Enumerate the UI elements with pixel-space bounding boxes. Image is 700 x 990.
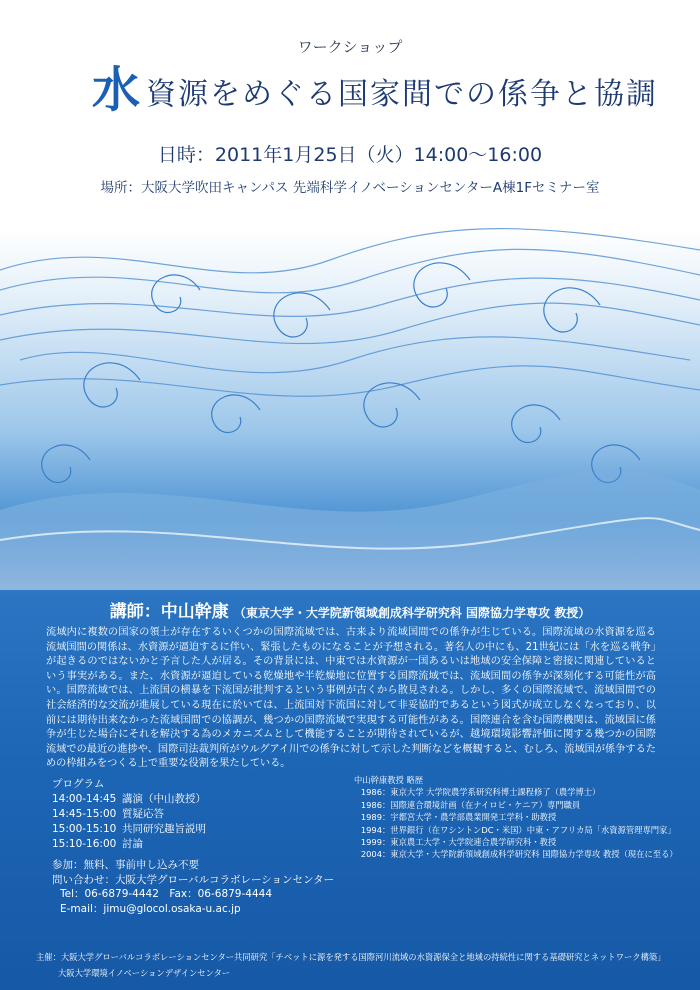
lecturer-name: 講師：中山幹康 — [109, 602, 229, 622]
career-year: 1999 — [360, 837, 382, 848]
program-item — [52, 807, 332, 822]
email-link[interactable]: E-mail：jimu@glocol.osaka-u.ac.jp — [60, 902, 241, 915]
event-date: 日時：2011年1月25日（火）14:00～16:00 — [157, 144, 543, 166]
career-section — [354, 774, 684, 861]
contact-section — [52, 858, 352, 916]
abstract-text: 流域内に複数の国家の領土が存在するいくつかの国際流域では、古来より流域国間での係争が生じている。国際流域の水資源を巡る流域国間の関係は、水資源が逼迫するに伴い、緊張したものになることが予想される。著名人の中にも、21世紀には「水を巡る戦争」が起きるのではないかと予言した人が居る。その背景には、中東では水資源が一国あるいは地域の安全保障と密接に関連しているという事実がある。また、水資源が逼迫している乾燥地や半乾燥地に位置する国際流域では、流域国間の係争が深刻化する可能性が高い。国際流域では、上流国の横暴を下流国が批判するという事例が古くから散見される。しかし、多くの国際流域で、流域国間での社会経済的な交流が進展している現在に於いては、上流国対下流国に対して非妥協的であるという図式が成立しなくなっており、以前には期待出来なかった流域国間での協調が、幾つかの国際流域で実現する可能性がある。国際連合を含む国際機関は、流域国に係争が生じた場合にそれを解決する為のメカニズムとして機能することが期待されているが、越境環境影響評価に関する幾つかの国際流域での最近の進捗や、国際司法裁判所がウルグアイ川での係争に対して示した判断などを概観すると、むしろ、流域国が係争するための枠組みをつくる上で重要な役割を果たしている。 — [46, 627, 656, 770]
career-text: ：東京大学・大学院新領域創成科学研究科 国際協力学専攻 教授（現在に至る） — [382, 849, 678, 860]
wave-illustration — [0, 210, 700, 590]
program-time: 15:00-15:10 — [52, 823, 117, 835]
career-year: 1986 — [360, 787, 382, 798]
career-year: 2004 — [360, 849, 382, 860]
organizer-footer — [36, 949, 686, 981]
main-title — [92, 54, 659, 118]
career-item — [354, 836, 684, 848]
program-time: 14:45-15:00 — [52, 808, 117, 820]
career-text: ：東京農工大学・大学院連合農学研究科・教授 — [382, 837, 557, 848]
title-text: 資源をめぐる国家間での係争と協調 — [146, 77, 659, 112]
program-label: 講演（中山教授） — [122, 793, 206, 805]
wave-spirals — [42, 263, 640, 483]
career-text: ：世界銀行（在ワシントンDC・米国）中東・アフリカ局「水資源管理専門家」 — [382, 824, 676, 835]
career-text: ：東京大学 大学院農学系研究科博士課程修了（農学博士） — [382, 787, 601, 798]
career-text: ：宇都宮大学・農学部農業開発工学科・助教授 — [382, 812, 557, 823]
career-item — [354, 848, 684, 860]
event-venue: 場所：大阪大学吹田キャンパス 先端科学イノベーションセンターA棟1Fセミナー室 — [100, 180, 600, 196]
program-time: 14:00-14:45 — [52, 793, 117, 805]
program-label: 討論 — [122, 838, 143, 850]
lecturer-affiliation: （東京大学・大学院新領域創成科学研究科 国際協力学専攻 教授） — [233, 606, 591, 620]
career-text: ：国際連合環境計画（在ナイロビ・ケニア）専門職員 — [382, 799, 581, 810]
career-item — [354, 824, 684, 836]
program-heading: プログラム — [52, 778, 105, 790]
co-organizer-line: 大阪大学環境イノベーションデザインセンター — [58, 968, 231, 978]
career-item — [354, 799, 684, 811]
lecturer-line — [0, 597, 700, 622]
career-item — [354, 811, 684, 823]
phone-fax: Tel：06-6879-4442 Fax：06-6879-4444 — [60, 888, 272, 900]
program-item — [52, 822, 332, 837]
inquiry-info: 問い合わせ：大阪大学グローバルコラボレーションセンター — [52, 873, 335, 886]
career-year: 1994 — [360, 824, 382, 835]
career-year: 1986 — [360, 799, 382, 810]
program-label: 質疑応答 — [122, 808, 164, 820]
career-heading: 中山幹康教授 略歴 — [354, 775, 424, 785]
organizer-line: 主催：大阪大学グローバルコラボレーションセンター共同研究「チベットに源を発する国際河川流域の水資源保全と地域の持続性に関する基礎研究とネットワーク構築」 — [36, 952, 666, 962]
program-item — [52, 837, 332, 852]
career-item — [354, 786, 684, 798]
wave-crest — [0, 469, 700, 590]
career-year: 1989 — [360, 812, 382, 823]
program-label: 共同研究趣旨説明 — [122, 823, 206, 835]
wave-lines — [0, 229, 700, 397]
program-item — [52, 792, 332, 807]
header-subtitle: ワークショップ — [297, 38, 403, 56]
program-section — [52, 777, 332, 852]
fee-info: 参加：無料、事前申し込み不要 — [52, 859, 199, 871]
title-kanji-water: 水 — [92, 62, 141, 118]
program-time: 15:10-16:00 — [52, 838, 117, 850]
